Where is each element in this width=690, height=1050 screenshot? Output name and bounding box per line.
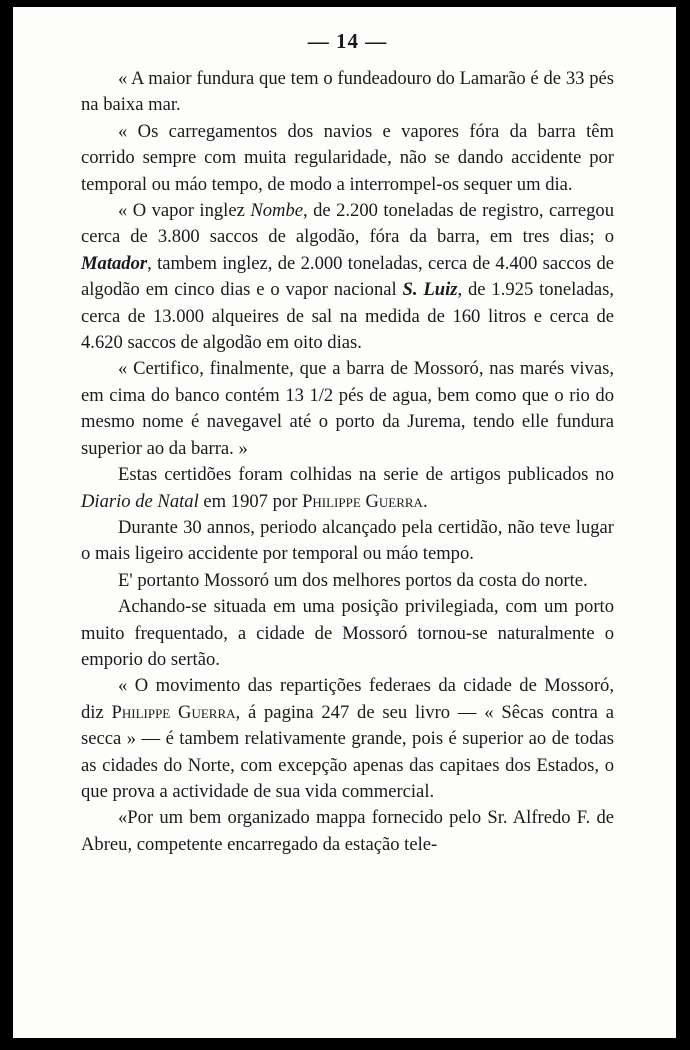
text-run: Estas certidões foram colhidas na serie de artigos publicados no — [118, 464, 614, 486]
page-number: — 14 — — [307, 29, 388, 53]
author-name: Philippe Guerra — [302, 490, 423, 512]
text-run: , á pagina 247 de seu livro — « Sêcas contra a secca » — é tambem relativamente grande, pois é superior ao de todas as cidades do Norte, com excepção apenas das capitaes dos Estados, o que prova a actividade de sua vida commercial. — [81, 701, 614, 802]
paragraph-1: « A maior fundura que tem o fundeadouro do Lamarão é de 33 pés na baixa mar. — [81, 68, 614, 116]
ship-name-nombe: Nombe — [250, 200, 303, 222]
author-name: Philippe Guerra — [111, 701, 236, 723]
paragraph-8: Achando-se situada em uma posição privilegiada, com um porto muito frequentado, a cidade de Mossoró tornou-se naturalmente o emporio do sertão. — [81, 596, 614, 670]
text-run: , de 2.200 toneladas de registro, carregou cerca de 3.800 saccos de algodão, fóra da barra, em tres dias; o — [81, 200, 614, 248]
ship-name-matador: Matador — [81, 252, 148, 274]
paragraph-2: « Os carregamentos dos navios e vapores fóra da barra têm corrido sempre com muita regularidade, não se dando accidente por temporal ou máo tempo, de modo a interrompel-os sequer um dia. — [81, 120, 614, 195]
paragraph-7: E' portanto Mossoró um dos melhores portos da costa do norte. — [118, 569, 588, 591]
paragraph-9 — [81, 673, 614, 805]
paragraph-4: « Certifico, finalmente, que a barra de Mossoró, nas marés vivas, em cima do banco contém 13 1/2 pés de agua, bem como que o rio do mesmo nome é navegavel até o porto da Jurema, tendo elle fundura superior ao da barra. » — [81, 358, 614, 459]
paragraph-6: Durante 30 annos, periodo alcançado pela certidão, não teve lugar o mais ligeiro accidente por temporal ou máo tempo. — [81, 516, 614, 565]
text-run: « O movimento das repartições federaes da cidade de Mossoró, diz — [81, 675, 614, 723]
text-run: em 1907 por — [198, 490, 303, 512]
journal-title: Diario de Natal — [81, 490, 199, 512]
book-page — [13, 7, 676, 1038]
text-run: , de 1.925 toneladas, cerca de 13.000 alqueires de sal na medida de 160 litros e cerca de 4.620 saccos de algodão em oito dias. — [81, 279, 614, 354]
ship-name-s-luiz: S. Luiz — [402, 279, 458, 301]
page-body — [81, 66, 614, 858]
text-run: , tambem inglez, de 2.000 toneladas, cerca de 4.400 saccos de algodão em cinco dias e o vapor nacional — [81, 252, 614, 301]
text-run: . — [422, 490, 428, 512]
paragraph-10: «Por um bem organizado mappa fornecido pelo Sr. Alfredo F. de Abreu, competente encarregado da estação tele- — [81, 807, 614, 855]
paragraph-5 — [81, 462, 614, 515]
text-run: « O vapor inglez — [118, 200, 251, 222]
paragraph-3 — [81, 198, 614, 356]
